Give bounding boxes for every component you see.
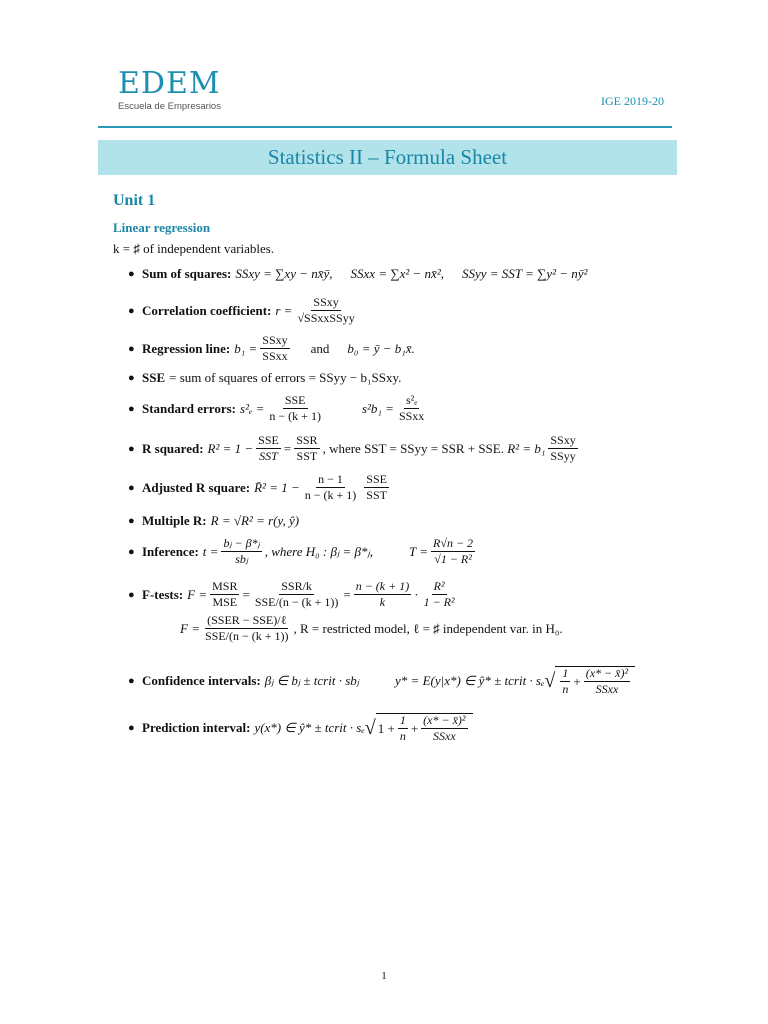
intro-text: k = ♯ of independent variables. xyxy=(113,241,275,256)
item-standard-errors: ● Standard errors: s²ₑ = $\frac{\text{SSE}}{n - (k + 1)}$ s²b₁ = $\frac{\text{s²ₑ}}{\text{SSxx}}$ xyxy=(128,393,425,423)
bullet-icon: ● xyxy=(128,722,135,734)
item-inference: ● Inference: t = $\frac{\text{bⱼ − β*ⱼ}}{\text{sbⱼ}}$ , where H₀ : βⱼ = β*ⱼ, T = $\frac{R√n - 2}{\text{√1 − R²}}$ xyxy=(128,536,474,566)
bullet-icon: ● xyxy=(128,545,135,558)
bullet-icon: ● xyxy=(128,268,135,280)
fraction: $\frac{\text{SSR}}{\text{SST}}$ xyxy=(296,433,318,463)
page-number: 1 xyxy=(381,970,387,982)
fraction: $\frac{1}{n}$ xyxy=(562,666,569,696)
fraction: $\frac{\text{SSE}}{n - (k + 1)}$ xyxy=(269,393,321,423)
fraction: $\frac{n - 1}{n - (k + 1)}$ xyxy=(304,472,357,502)
bullet-icon: ● xyxy=(128,372,135,384)
edem-logo xyxy=(118,68,221,112)
fraction: $\frac{1}{n}$ xyxy=(399,713,406,743)
item-confidence-intervals: ● Confidence intervals: βⱼ ∈ bⱼ ± tcrit · sbⱼ y* = E(y|x*) ∈ ŷ* ± tcrit · sₑ √ $\frac{1}{n}$ + $\frac{\text{(x* − x̄)²}}{\text{SSxx}}$ xyxy=(128,666,635,696)
item-r-squared: ● R squared: R² = 1 − $\frac{\text{SSE}}{\text{SST}}$ = $\frac{\text{SSR}}{\text{SST}}$ , where SST = SSyy = SSR + SSE. R² = b₁ $\frac{\text{SSxy}}{\text{SSyy}}$ xyxy=(128,433,576,463)
fraction: $\frac{R√n - 2}{\text{√1 − R²}}$ xyxy=(433,536,474,566)
fraction: $\frac{\text{SSR/k}}{\text{SSE/(n − (k + 1))}}$ xyxy=(254,579,339,609)
f-test-restricted: F = $\frac{\text{(SSER − SSE)/ℓ}}{\text{SSE/(n − (k + 1))}}$ , R = restricted model, ℓ = ♯ independent var. in H₀. xyxy=(180,613,563,643)
fraction: $\frac{\text{SSxy}}{\text{√SSxxSSyy}}$ xyxy=(297,295,355,325)
item-prediction-interval: ● Prediction interval: y(x*) ∈ ŷ* ± tcrit · sₑ √ 1 + $\frac{1}{n}$ + $\frac{\text{(x* − x̄)²}}{\text{SSxx}}$ xyxy=(128,713,473,743)
title-bar xyxy=(98,140,677,175)
fraction: $\frac{\text{(x* − x̄)²}}{\text{SSxx}}$ xyxy=(585,666,629,696)
bullet-icon: ● xyxy=(128,481,135,494)
bullet-icon: ● xyxy=(128,402,135,415)
item-regression-line: ● Regression line: b₁ = $\frac{\text{SSxy}}{\text{SSxx}}$ and b₀ = ȳ − b₁x̄. xyxy=(128,333,415,363)
item-correlation: ● Correlation coefficient: r = $\frac{\text{SSxy}}{\text{√SSxxSSyy}}$ xyxy=(128,295,355,325)
bullet-icon: ● xyxy=(128,515,135,527)
fraction: $\frac{\text{R²}}{\text{1 − R²}}$ xyxy=(423,579,455,609)
course-code: IGE 2019-20 xyxy=(601,94,664,108)
fraction: $\frac{\text{(x* − x̄)²}}{\text{SSxx}}$ xyxy=(423,713,466,743)
fraction: $\frac{\text{bⱼ − β*ⱼ}}{\text{sbⱼ}}$ xyxy=(223,536,260,566)
fraction: $\frac{\text{SSxy}}{\text{SSyy}}$ xyxy=(550,433,576,463)
item-adjusted-r-square: ● Adjusted R square: R̄² = 1 − $\frac{n - 1}{n - (k + 1)}$ $\frac{\text{SSE}}{\text{SST}}$ xyxy=(128,472,387,502)
page-title: Statistics II – Formula Sheet xyxy=(267,145,508,169)
logo-subtitle: Escuela de Empresarios xyxy=(118,101,221,112)
fraction: $\frac{\text{s²ₑ}}{\text{SSxx}}$ xyxy=(398,393,425,423)
section-heading: Linear regression xyxy=(113,220,211,235)
bullet-icon: ● xyxy=(128,588,135,601)
item-sum-of-squares: ● Sum of squares: SSxy = ∑xy − nx̄ȳ, SSxx = ∑x² − nx̄², SSyy = SST = ∑y² − nȳ² xyxy=(128,266,588,281)
item-f-tests: ● F-tests: F = $\frac{\text{MSR}}{\text{MSE}}$ = $\frac{\text{SSR/k}}{\text{SSE/(n − (k + 1))}}$ = $\frac{n - (k + 1)}{k}$ · $\frac{\text{R²}}{\text{1 − R²}}$ xyxy=(128,579,455,609)
fraction: $\frac{n - (k + 1)}{k}$ xyxy=(355,579,410,609)
header-rule xyxy=(98,126,672,128)
unit-heading: Unit 1 xyxy=(113,192,156,209)
bullet-icon: ● xyxy=(128,675,135,687)
bullet-icon: ● xyxy=(128,442,135,455)
fraction: $\frac{\text{MSR}}{\text{MSE}}$ xyxy=(212,579,238,609)
fraction: $\frac{\text{(SSER − SSE)/ℓ}}{\text{SSE/(n − (k + 1))}}$ xyxy=(204,613,289,643)
fraction: $\frac{\text{SSE}}{\text{SST}}$ xyxy=(258,433,279,463)
item-sse: ● SSE = sum of squares of errors = SSyy − b₁SSxy. xyxy=(128,370,402,385)
bullet-icon: ● xyxy=(128,304,135,317)
fraction: $\frac{\text{SSxy}}{\text{SSxx}}$ xyxy=(262,333,288,363)
item-multiple-r: ● Multiple R: R = √R² = r(y, ŷ) xyxy=(128,513,300,528)
bullet-icon: ● xyxy=(128,342,135,355)
fraction: $\frac{\text{SSE}}{\text{SST}}$ xyxy=(366,472,387,502)
logo-brand: EDEM xyxy=(118,66,221,101)
